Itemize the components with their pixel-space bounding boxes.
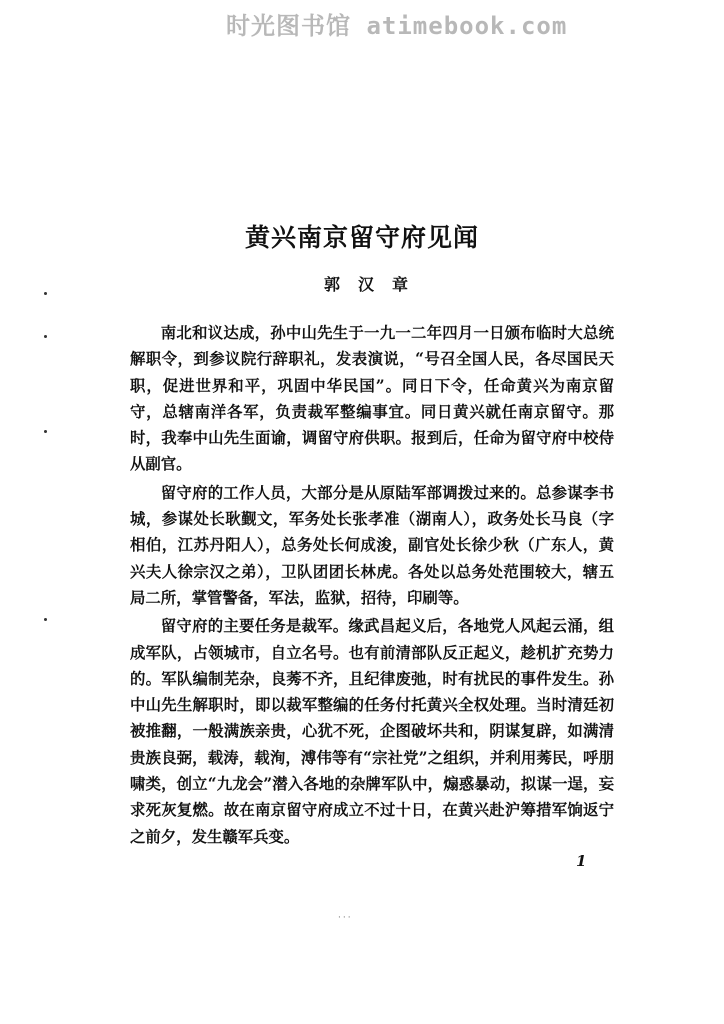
margin-speck: [44, 430, 47, 433]
page-number: 1: [576, 852, 587, 870]
paragraph-1: 南北和议达成，孙中山先生于一九一二年四月一日颁布临时大总统解职令，到参议院行辞职礼，发表演说，“号召全国人民，各尽国民天职，促进世界和平，巩固中华民国”。同日下令，任命黄兴为南京留守，总辖南洋各军，负责裁军整编事宜。同日黄兴就任南京留守。那时，我奉中山先生面谕，调留守府供职。报到后，任命为留守府中校侍从副官。: [130, 324, 614, 474]
margin-speck: [44, 618, 47, 621]
author-name: 郭汉章: [323, 275, 426, 294]
scan-artifact: ···: [338, 913, 353, 923]
article-body: [130, 320, 614, 852]
article-title: 黄兴南京留守府见闻: [244, 223, 479, 252]
margin-speck: [44, 335, 47, 338]
margin-speck: [44, 292, 47, 295]
paragraph-3: 留守府的主要任务是裁军。缘武昌起义后，各地党人风起云涌，组成军队，占领城市，自立名号。也有前清部队反正起义，趁机扩充势力的。军队编制芜杂，良莠不齐，且纪律废弛，时有扰民的事件发生。孙中山先生解职时，即以裁军整编的任务付托黄兴全权处理。当时清廷初被推翻，一般满族亲贵，心犹不死，企图破坏共和，阴谋复辟，如满清贵族良弼，载涛，载洵，溥伟等有“宗社党”之组织，并利用莠民，呼朋啸类，创立“九龙会”潜入各地的杂牌军队中，煽惑暴动，拟谋一逞，妄求死灰复燃。故在南京留守府成立不过十日，在黄兴赴沪筹措军饷返宁之前夕，发生赣军兵变。: [130, 617, 614, 846]
watermark: 时光图书馆 atimebook.com: [226, 12, 568, 40]
paragraph-2: 留守府的工作人员，大部分是从原陆军部调拨过来的。总参谋李书城，参谋处长耿觐文，军务处长张孝准（湖南人），政务处长马良（字相伯，江苏丹阳人），总务处长何成浚，副官处长徐少秋（广东人，黄兴夫人徐宗汉之弟），卫队团团长林虎。各处以总务处范围较大，辖五局二所，掌管警备，军法，监狱，招待，印刷等。: [130, 483, 614, 607]
